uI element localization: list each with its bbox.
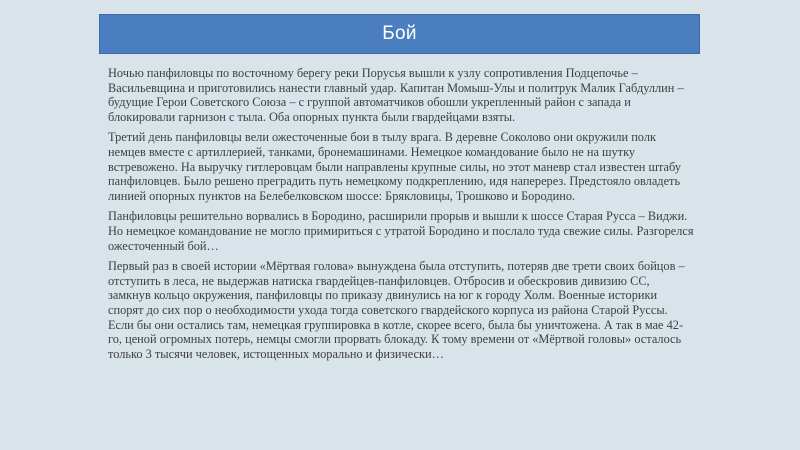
paragraph-4: Первый раз в своей истории «Мёртвая голова» вынуждена была отступить, потеряв две трети своих бойцов – отступить в леса, не выдержав натиска гвардейцев-панфиловцев. Отбросив и обескровив дивизию СС, замкнув кольцо окружения, панфиловцы по приказу двинулись на юг к городу Холм. Военные историки спорят до сих пор о необходимости ухода тогда советского гвардейского корпуса из района Старой Руссы. Если бы они остались там, немецкая группировка в котле, скорее всего, была бы уничтожена. А так в мае 42-го, ценой огромных потерь, немцы смогли прорвать блокаду. К тому времени от «Мёртвой головы» осталось только 3 тысячи человек, истощенных морально и физически… <box>108 259 685 361</box>
slide-title: Бой <box>99 14 700 54</box>
paragraph-3: Панфиловцы решительно ворвались в Бородино, расширили прорыв и вышли к шоссе Старая Русса – Виджи. Но немецкое командование не могло примириться с утратой Бородино и послало туда свежие силы. Разгорелся ожесточенный бой… <box>108 209 694 253</box>
slide-body <box>108 66 694 367</box>
paragraph-2: Третий день панфиловцы вели ожесточенные бои в тылу врага. В деревне Соколово они окружили полк немцев вместе с артиллерией, танками, бронемашинами. Немецкое командование было не на шутку встревожено. На выручку гитлеровцам были направлены крупные силы, но этот маневр стал известен штабу панфиловцев. Было решено преградить путь немецкому подкреплению, идя наперерез. Предстояло овладеть линией опорных пунктов на Белебелковском шоссе: Брякловицы, Трошково и Бородино. <box>108 130 681 203</box>
paragraph-1: Ночью панфиловцы по восточному берегу реки Порусья вышли к узлу сопротивления Подцепочье – Васильевщина и приготовились нанести главный удар. Капитан Момыш-Улы и политрук Малик Габдуллин – будущие Герои Советского Союза – с группой автоматчиков обошли укрепленный район с запада и блокировали гарнизон с тыла. Оба опорных пункта были гвардейцами взяты. <box>108 66 684 124</box>
